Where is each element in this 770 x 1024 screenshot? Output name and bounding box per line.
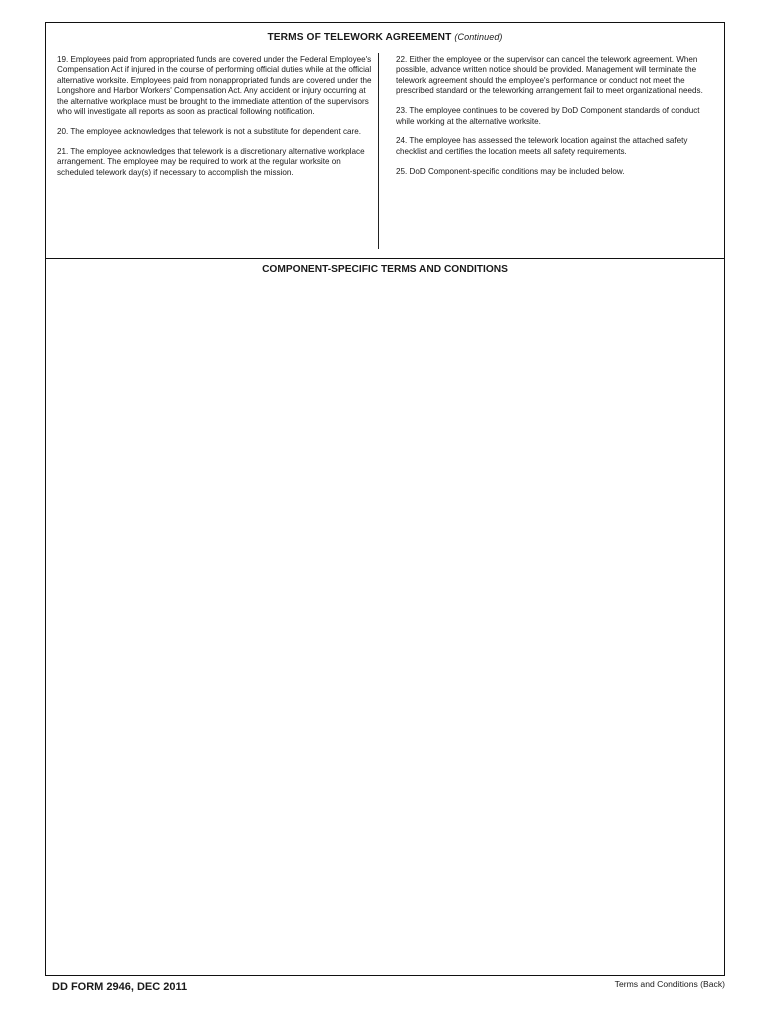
term-item-20: 20. The employee acknowledges that telework is not a substitute for dependent care. bbox=[57, 126, 362, 136]
terms-right-column bbox=[396, 55, 718, 187]
page-label: Terms and Conditions (Back) bbox=[614, 979, 725, 989]
column-divider bbox=[378, 53, 379, 249]
terms-section bbox=[46, 23, 724, 259]
term-item-23: 23. The employee continues to be covered by DoD Component standards of conduct while working at the alternative worksite. bbox=[396, 106, 700, 126]
terms-title bbox=[46, 32, 724, 43]
terms-title-text: TERMS OF TELEWORK AGREEMENT bbox=[267, 32, 452, 43]
form-frame bbox=[45, 22, 725, 976]
term-item-22: 22. Either the employee or the supervisor can cancel the telework agreement. When possible, advance written notice should be provided. Management will terminate the telework agreement should the employee's performance or conduct not meet the prescribed standard or the teleworking arrangement fail to meet organizational needs. bbox=[396, 55, 703, 96]
term-item-25: 25. DoD Component-specific conditions may be included below. bbox=[396, 166, 625, 176]
term-item-21: 21. The employee acknowledges that telework is a discretionary alternative workplace arrangement. The employee may be required to work at the regular worksite on scheduled telework day(s) if necessary to accomplish the mission. bbox=[57, 146, 365, 177]
term-item-24: 24. The employee has assessed the telework location against the attached safety checklist and certifies the location meets all safety requirements. bbox=[396, 136, 688, 156]
terms-left-column bbox=[57, 55, 374, 188]
continued-label: (Continued) bbox=[454, 32, 503, 42]
term-item-19: 19. Employees paid from appropriated funds are covered under the Federal Employee's Compensation Act if injured in the course of performing official duties while at the official alternative worksite. Employees paid from nonappropriated funds are covered under the Longshore and Harbor Workers' Compensation Act. Any accident or injury occurring at the alternative workplace must be brought to the immediate attention of the supervisors who will investigate all reports as soon as practical following notification. bbox=[57, 55, 372, 117]
form-identifier: DD FORM 2946, DEC 2011 bbox=[52, 981, 188, 993]
component-section-title: COMPONENT-SPECIFIC TERMS AND CONDITIONS bbox=[262, 264, 508, 275]
